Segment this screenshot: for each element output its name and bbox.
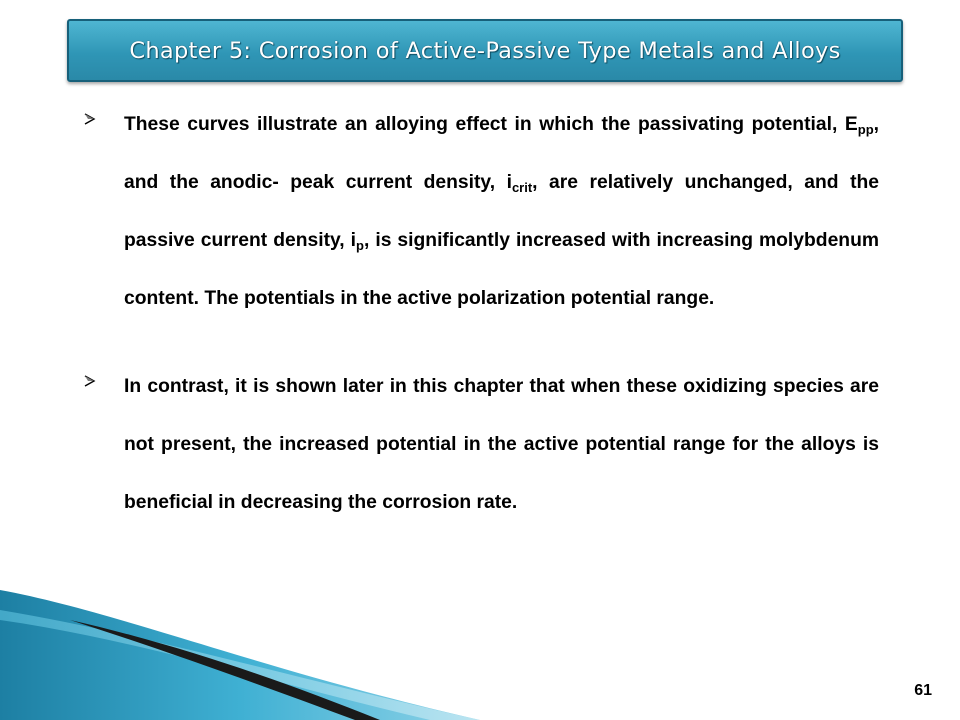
arrow-bullet-icon bbox=[84, 113, 96, 125]
bullet-item bbox=[84, 358, 879, 532]
arrow-bullet-icon bbox=[84, 375, 96, 387]
slide-content bbox=[84, 96, 879, 562]
subscript-crit: crit bbox=[511, 180, 533, 195]
bullet-text: In contrast, it is shown later in this chapter that when these oxidizing species are not present, the increased potential in the active potential range for the alloys is beneficial in decreasing the corrosion rate. bbox=[124, 376, 879, 513]
subscript-pp: pp bbox=[857, 122, 874, 137]
slide-title-bar bbox=[67, 19, 903, 82]
page-number: 61 bbox=[914, 682, 932, 699]
bullet-item bbox=[84, 96, 879, 328]
subscript-p: p bbox=[356, 238, 364, 253]
slide-title: Chapter 5: Corrosion of Active-Passive Type Metals and Alloys bbox=[129, 37, 841, 64]
bullet-text: These curves illustrate an alloying effect in which the passivating potential, $E_{pp}$, and the anodic- peak current density, $i_{crit}$, are relatively unchanged, and the passive current density, $i_p$, is significantly increased with increasing molybdenum content. The potentials in the active polarization potential range. bbox=[124, 114, 879, 309]
decorative-swoosh bbox=[0, 590, 480, 720]
